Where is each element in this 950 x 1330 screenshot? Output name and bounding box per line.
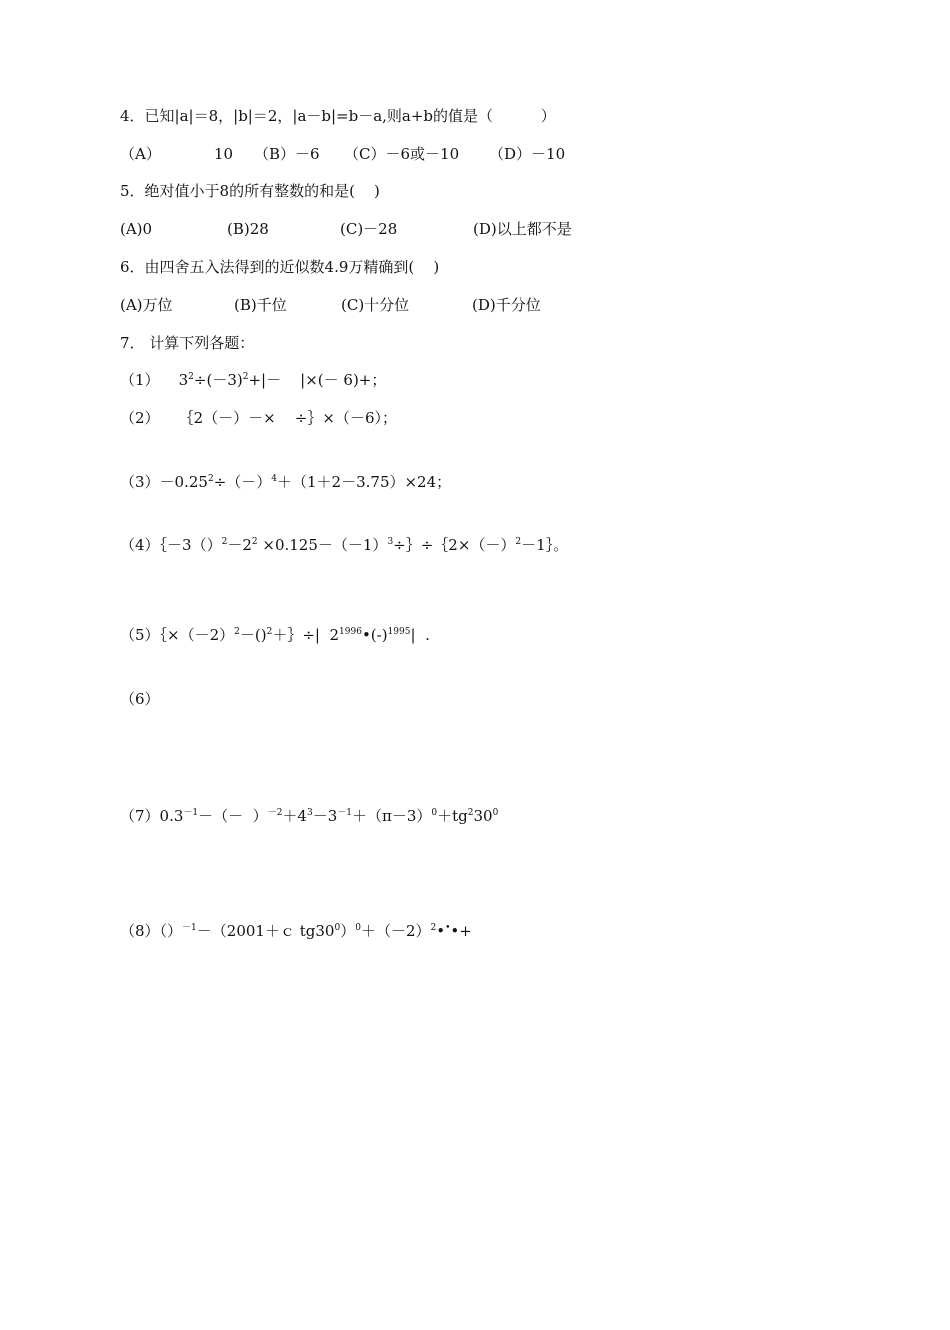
q4-option-a: （A） — [120, 145, 161, 163]
q6-option-c: (C)十分位 — [341, 296, 410, 314]
q5-option-b: (B)28 — [227, 220, 269, 238]
q6-option-d: (D)千分位 — [472, 296, 541, 314]
q5-option-a: (A)0 — [120, 220, 153, 238]
q4-option-b: （B）－6 — [254, 145, 320, 163]
q6-option-b: (B)千位 — [234, 296, 287, 314]
q5-option-d: (D)以上都不是 — [473, 220, 572, 238]
q5-option-c: (C)－28 — [340, 220, 398, 238]
q4-option-c: （C）－6或－10 — [344, 145, 460, 163]
question-6-stem: 6．由四舍五入法得到的近似数4.9万精确到( ) — [120, 258, 440, 276]
q4-option-d: （D）－10 — [489, 145, 566, 163]
problem-3: $(3)-0.25^2\div(-)^4+(1+2-3.75)\times 24$； — [120, 473, 452, 491]
question-7-stem: 7． 计算下列各题： — [120, 334, 255, 352]
problem-8: （8）（）$^{-1}$－（2001＋ｃ $tg30^0)^0+(-2)^2•^••+$ — [120, 922, 472, 940]
q4-option-a-value: 10 — [214, 145, 234, 163]
question-5-stem: 5．绝对值小于8的所有整数的和是( ) — [120, 182, 380, 200]
q6-option-a: (A)万位 — [120, 296, 173, 314]
problem-6: （6） — [120, 690, 160, 708]
problem-7: $(7)0.3^{-1}-(- )^{-2}+4^3-3^{-1}+(\pi-3)^0+tg^230^0$ — [120, 807, 499, 825]
question-4-stem: 4．已知|a|＝8，|b|＝2，|a－b|=b－a,则a+b的值是（ ） — [120, 107, 556, 125]
problem-2: （2） ｛2（－）－× ÷｝×（－6）； — [120, 409, 397, 427]
problem-5: $(5)\{\times(-2)^2-()^2+\}\div|$ $2^{1996}•(-)^{1995}|$ . — [120, 626, 430, 644]
problem-4: $(4)\{-3()^2-2^2$ $\times 0.125-(-1)^3\div\}\div\{2\times(-)^2-1\}$。 — [120, 536, 569, 554]
problem-1: （1） $3^2\div(-3)^2+|-$ |×(－ 6)+； — [120, 371, 387, 389]
